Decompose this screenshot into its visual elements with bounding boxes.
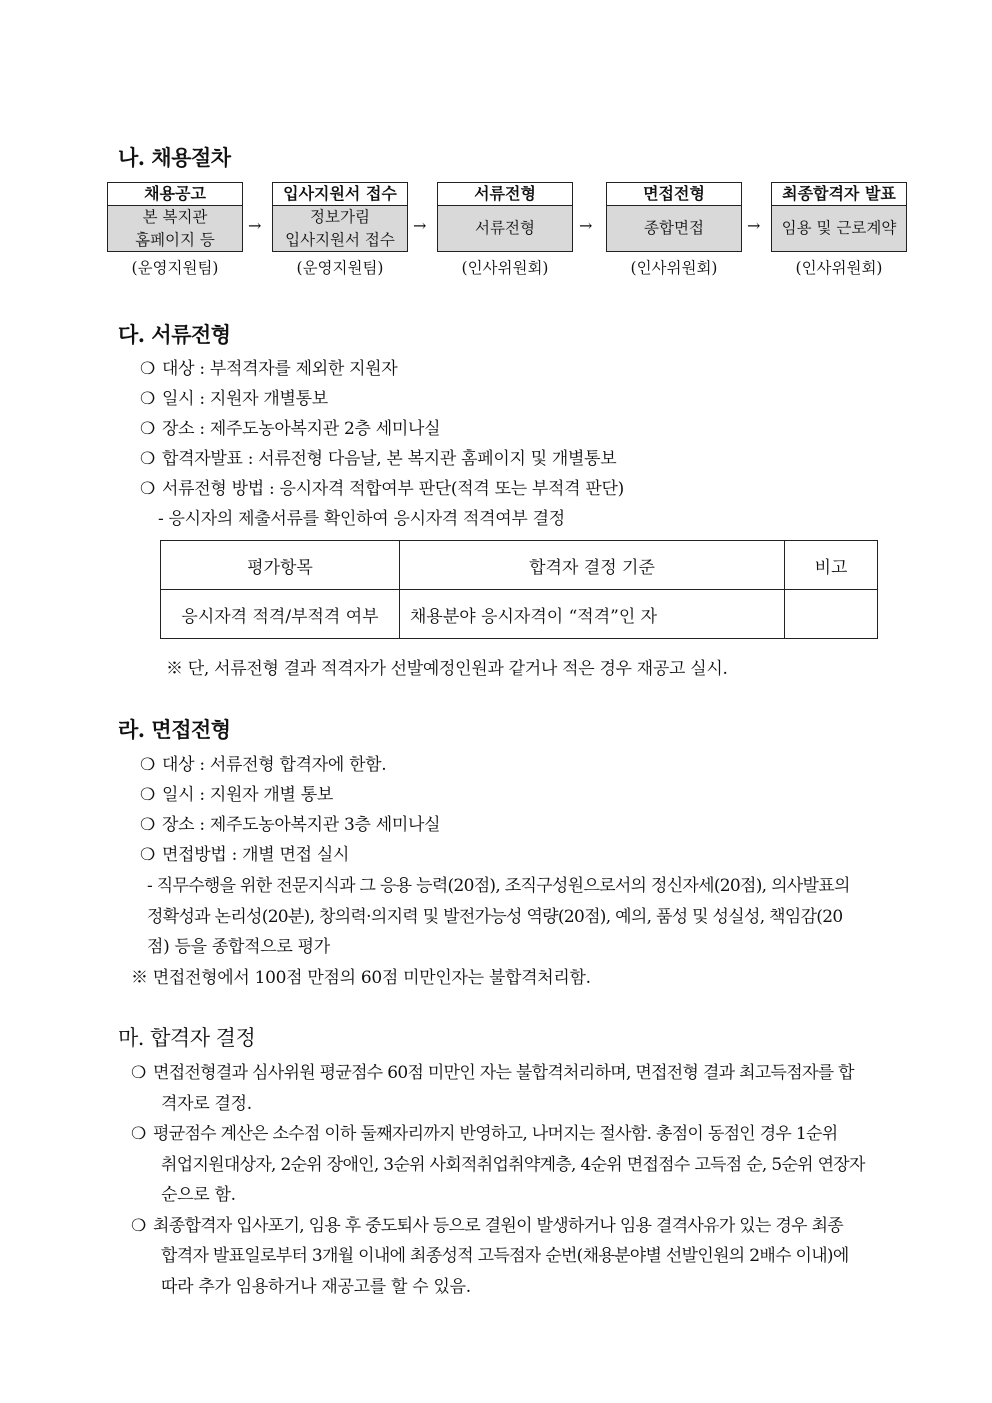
note-text: ※ 단, 서류전형 결과 적격자가 선발예정인원과 같거나 적은 경우 재공고 실시. xyxy=(166,659,728,679)
flow-box-head: 채용공고 xyxy=(108,183,242,206)
flow-owner: (운영지원팀) xyxy=(296,259,384,277)
flow-box-document-screening xyxy=(437,182,573,252)
flow-owner: (인사위원회) xyxy=(630,259,718,277)
list-item-text: 최종합격자 입사포기, 임용 후 중도퇴사 등으로 결원이 발생하거나 임용 결격사유가 있는 경우 최종 xyxy=(153,1216,844,1236)
flow-owner: (인사위원회) xyxy=(461,259,549,277)
table-header-cell: 합격자 결정 기준 xyxy=(400,541,785,590)
circle-bullet-icon: ❍ xyxy=(140,755,155,775)
list-item-continuation: 따라 추가 임용하거나 재공고를 할 수 있음. xyxy=(161,1277,471,1297)
list-item xyxy=(140,750,386,775)
flow-box-body-line: 임용 및 근로계약 xyxy=(781,219,897,237)
list-item-text: 평균점수 계산은 소수점 이하 둘째자리까지 반영하고, 나머지는 절사함. 총점이 동점인 경우 1순위 xyxy=(153,1124,838,1144)
section-title-final-decision: 마. 합격자 결정 xyxy=(118,1026,256,1050)
section-title-document-screening: 다. 서류전형 xyxy=(118,322,231,347)
flow-owner: (인사위원회) xyxy=(795,259,883,277)
list-item xyxy=(131,1211,843,1236)
list-item xyxy=(140,840,349,865)
table-header-cell: 비고 xyxy=(785,541,878,590)
note-text: ※ 면접전형에서 100점 만점의 60점 미만인자는 불합격처리함. xyxy=(131,968,591,988)
table-row xyxy=(161,541,878,590)
flow-box-head: 최종합격자 발표 xyxy=(772,183,906,206)
arrow-icon: → xyxy=(413,216,427,235)
table-cell xyxy=(785,590,878,639)
circle-bullet-icon: ❍ xyxy=(140,815,155,835)
flow-box-head: 입사지원서 접수 xyxy=(273,183,407,206)
arrow-icon: → xyxy=(579,216,593,235)
table-cell: 응시자격 적격/부적격 여부 xyxy=(161,590,400,639)
circle-bullet-icon: ❍ xyxy=(140,359,155,379)
arrow-icon: → xyxy=(747,216,761,235)
list-item xyxy=(140,384,328,409)
section-title-interview: 라. 면접전형 xyxy=(118,717,231,742)
list-item-text: 대상 : 서류전형 합격자에 한함. xyxy=(162,755,387,775)
flow-box-final-announcement xyxy=(771,182,907,252)
list-item xyxy=(140,474,624,499)
list-item xyxy=(131,1119,837,1144)
flow-box-body-line: 본 복지관 xyxy=(142,207,208,226)
interview-description-line: 정확성과 논리성(20분), 창의력·의지력 및 발전가능성 역량(20점), 예의, 품성 및 성실성, 책임감(20 xyxy=(147,907,843,927)
list-item-continuation: 합격자 발표일로부터 3개월 이내에 최종성적 고득점자 순번(채용분야별 선발인원의 2배수 이내)에 xyxy=(161,1246,849,1266)
circle-bullet-icon: ❍ xyxy=(140,389,155,409)
flow-box-body xyxy=(607,206,741,251)
list-item-text: 합격자발표 : 서류전형 다음날, 본 복지관 홈페이지 및 개별통보 xyxy=(162,449,617,469)
flow-box-interview xyxy=(606,182,742,252)
list-item-text: 대상 : 부적격자를 제외한 지원자 xyxy=(162,359,398,379)
sub-item: - 응시자의 제출서류를 확인하여 응시자격 적격여부 결정 xyxy=(158,509,565,529)
circle-bullet-icon: ❍ xyxy=(140,449,155,469)
list-item-text: 장소 : 제주도농아복지관 3층 세미나실 xyxy=(162,815,441,835)
list-item xyxy=(140,444,616,469)
flow-box-body-line: 종합면접 xyxy=(644,219,704,237)
flow-box-body xyxy=(772,206,906,251)
evaluation-table xyxy=(160,540,878,639)
list-item-text: 장소 : 제주도농아복지관 2층 세미나실 xyxy=(162,419,441,439)
interview-description-line: - 직무수행을 위한 전문지식과 그 응용 능력(20점), 조직구성원으로서의 정신자세(20점), 의사발표의 xyxy=(147,876,850,896)
flow-box-body xyxy=(273,206,407,251)
list-item-text: 면접방법 : 개별 면접 실시 xyxy=(162,845,350,865)
flow-box-body xyxy=(108,206,242,251)
list-item-continuation: 순으로 함. xyxy=(161,1185,236,1205)
list-item-text: 일시 : 지원자 개별 통보 xyxy=(162,785,333,805)
circle-bullet-icon: ❍ xyxy=(131,1063,146,1083)
flow-box-announcement xyxy=(107,182,243,252)
flow-box-application xyxy=(272,182,408,252)
list-item xyxy=(140,414,440,439)
flow-owner: (운영지원팀) xyxy=(131,259,219,277)
list-item xyxy=(131,1058,854,1083)
table-row xyxy=(161,590,878,639)
list-item xyxy=(140,780,333,805)
list-item-continuation: 취업지원대상자, 2순위 장애인, 3순위 사회적취업취약계층, 4순위 면접점수 고득점 순, 5순위 연장자 xyxy=(161,1155,865,1175)
circle-bullet-icon: ❍ xyxy=(140,419,155,439)
flow-box-body-line: 홈페이지 등 xyxy=(135,230,215,249)
list-item xyxy=(140,810,440,835)
flow-box-head: 서류전형 xyxy=(438,183,572,206)
table-header-cell: 평가항목 xyxy=(161,541,400,590)
flow-box-head: 면접전형 xyxy=(607,183,741,206)
circle-bullet-icon: ❍ xyxy=(140,479,155,499)
list-item-text: 서류전형 방법 : 응시자격 적합여부 판단(적격 또는 부적격 판단) xyxy=(162,479,624,499)
circle-bullet-icon: ❍ xyxy=(140,845,155,865)
section-title-recruitment-process: 나. 채용절차 xyxy=(118,145,231,170)
list-item-continuation: 격자로 결정. xyxy=(161,1094,252,1114)
flow-box-body-line: 서류전형 xyxy=(475,219,535,237)
list-item-text: 면접전형결과 심사위원 평균점수 60점 미만인 자는 불합격처리하며, 면접전형 결과 최고득점자를 합 xyxy=(153,1063,854,1083)
list-item xyxy=(140,354,397,379)
flow-box-body xyxy=(438,206,572,251)
arrow-icon: → xyxy=(248,216,262,235)
flow-box-body-line: 입사지원서 접수 xyxy=(285,230,395,249)
list-item-text: 일시 : 지원자 개별통보 xyxy=(162,389,328,409)
circle-bullet-icon: ❍ xyxy=(140,785,155,805)
circle-bullet-icon: ❍ xyxy=(131,1216,146,1236)
table-cell: 채용분야 응시자격이 “적격”인 자 xyxy=(400,590,785,639)
interview-description-line: 점) 등을 종합적으로 평가 xyxy=(147,937,330,957)
circle-bullet-icon: ❍ xyxy=(131,1124,146,1144)
flow-box-body-line: 정보가림 xyxy=(310,207,370,226)
